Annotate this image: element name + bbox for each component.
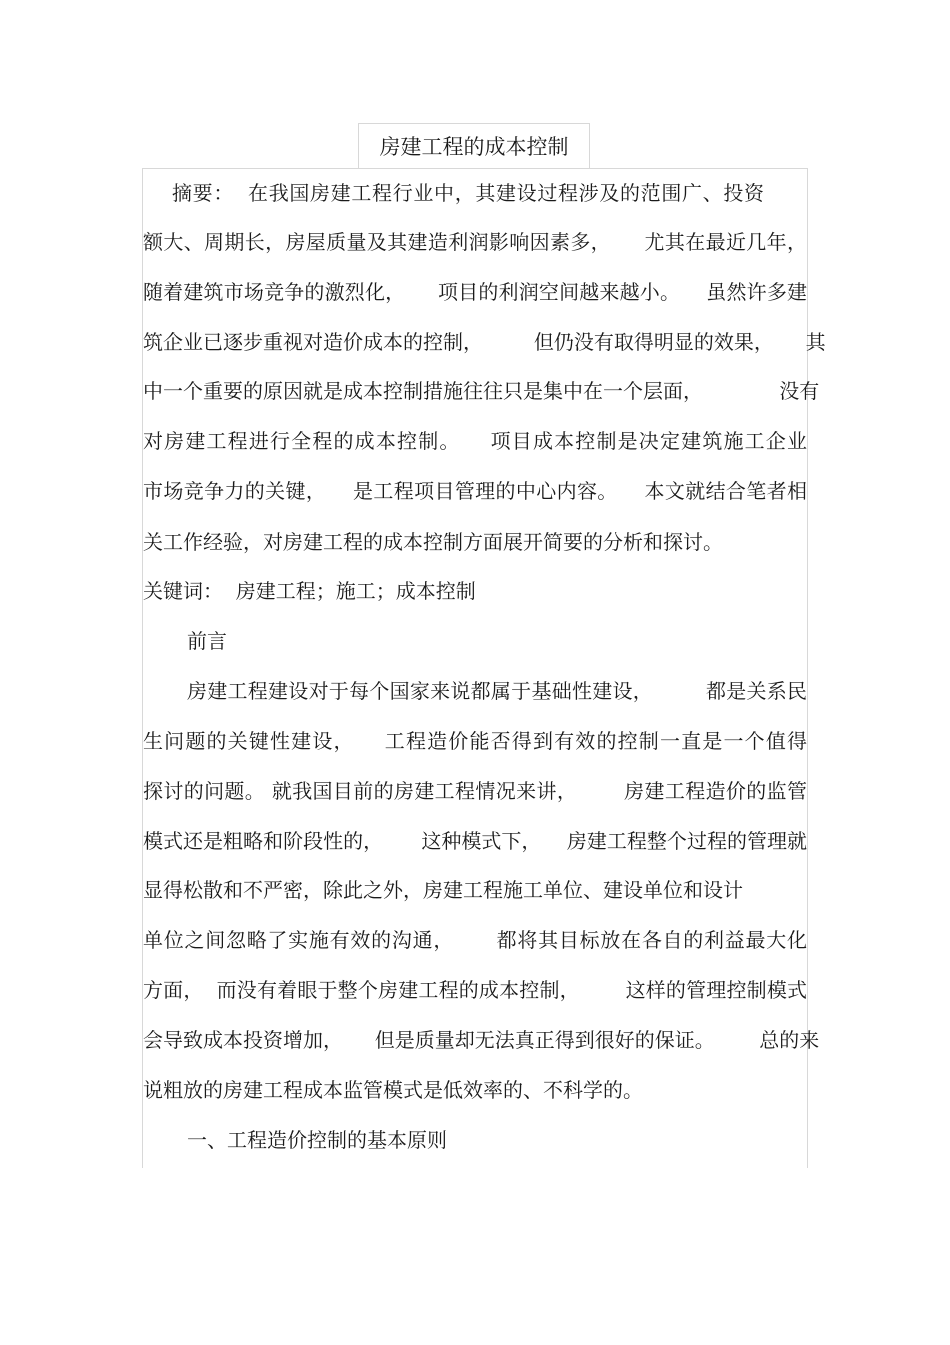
- preface-line-3: 探讨的问题。 就我国目前的房建工程情况来讲， 房建工程造价的监管: [143, 779, 807, 803]
- preface-line-8: 会导致成本投资增加， 但是质量却无法真正得到很好的保证。 总的来: [143, 1028, 820, 1052]
- abstract-line-4: 筑企业已逐步重视对造价成本的控制， 但仍没有取得明显的效果， 其: [143, 330, 826, 354]
- content-frame: [142, 168, 826, 1168]
- preface-line-1: 房建工程建设对于每个国家来说都属于基础性建设， 都是关系民: [187, 679, 807, 703]
- abstract-line-2: 额大、周期长，房屋质量及其建造利润影响因素多， 尤其在最近几年，: [143, 230, 807, 254]
- abstract-line-1: 摘要： 在我国房建工程行业中，其建设过程涉及的范围广、投资: [172, 181, 764, 205]
- abstract-line-7: 市场竞争力的关键， 是工程项目管理的中心内容。 本文就结合笔者相: [143, 479, 807, 503]
- abstract-line-5: 中一个重要的原因就是成本控制措施往往只是集中在一个层面， 没有: [143, 379, 820, 403]
- document-title: 房建工程的成本控制: [358, 123, 590, 169]
- preface-line-7: 方面， 而没有着眼于整个房建工程的成本控制， 这样的管理控制模式: [143, 978, 807, 1002]
- preface-line-9: 说粗放的房建工程成本监管模式是低效率的、不科学的。: [143, 1078, 643, 1102]
- preface-line-5: 显得松散和不严密，除此之外，房建工程施工单位、建设单位和设计: [143, 878, 743, 902]
- preface-line-6: 单位之间忽略了实施有效的沟通， 都将其目标放在各自的利益最大化: [143, 928, 807, 952]
- keywords-line: 关键词： 房建工程；施工；成本控制: [143, 579, 476, 603]
- abstract-line-8: 关工作经验，对房建工程的成本控制方面展开简要的分析和探讨。: [143, 530, 723, 554]
- preface-line-2: 生问题的关键性建设， 工程造价能否得到有效的控制一直是一个值得: [143, 729, 807, 753]
- section-heading-1: 一、工程造价控制的基本原则: [187, 1128, 447, 1152]
- preface-line-4: 模式还是粗略和阶段性的， 这种模式下， 房建工程整个过程的管理就: [143, 829, 807, 853]
- abstract-line-6: 对房建工程进行全程的成本控制。 项目成本控制是决定建筑施工企业: [143, 429, 807, 453]
- abstract-line-3: 随着建筑市场竞争的激烈化， 项目的利润空间越来越小。 虽然许多建: [143, 280, 807, 304]
- preface-heading: 前言: [187, 629, 227, 653]
